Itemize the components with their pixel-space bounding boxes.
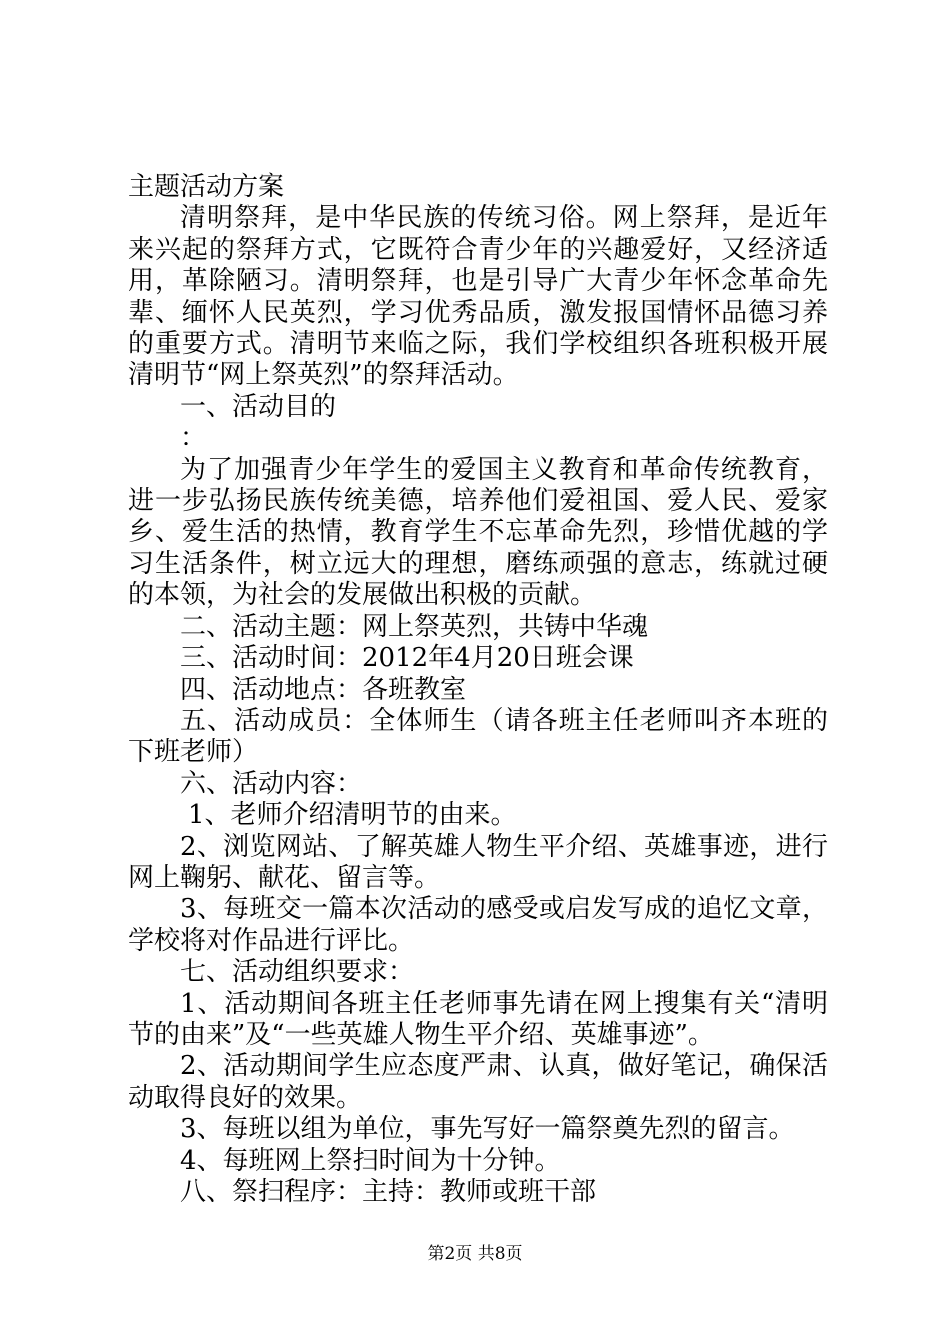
requirement-item-4: 4、每班网上祭扫时间为十分钟。 bbox=[180, 1145, 561, 1176]
document-body bbox=[128, 172, 828, 1208]
section6-heading: 六、活动内容： bbox=[180, 768, 363, 799]
section7-heading: 七、活动组织要求： bbox=[180, 957, 415, 988]
section4-location: 四、活动地点：各班教室 bbox=[180, 674, 467, 705]
intro-paragraph: 清明祭拜，是中华民族的传统习俗。网上祭拜，是近年来兴起的祭拜方式，它既符合青少年的兴趣爱好，又经济适用，革除陋习。清明祭拜，也是引导广大青少年怀念革命先辈、缅怀人民英烈，学习优秀品质，激发报国情怀品德习养的重要方式。清明节来临之际，我们学校组织各班积极开展清明节“网上祭英烈”的祭拜活动。 bbox=[128, 203, 828, 391]
document-title: 主题活动方案 bbox=[128, 172, 285, 202]
content-item-1: 1、老师介绍清明节的由来。 bbox=[188, 800, 517, 831]
content-item-2: 2、浏览网站、了解英雄人物生平介绍、英雄事迹，进行网上鞠躬、献花、留言等。 bbox=[128, 831, 828, 893]
page-number-footer: 第2页 共8页 bbox=[427, 1244, 523, 1264]
section3-time: 三、活动时间：2012年4月20日班会课 bbox=[180, 643, 634, 674]
requirement-item-2: 2、活动期间学生应态度严肃、认真，做好笔记，确保活动取得良好的效果。 bbox=[128, 1051, 828, 1113]
section8-procedure: 八、祭扫程序：主持：教师或班干部 bbox=[180, 1177, 597, 1207]
content-item-3: 3、每班交一篇本次活动的感受或启发写成的追忆文章，学校将对作品进行评比。 bbox=[128, 894, 828, 956]
section5-members: 五、活动成员：全体师生（请各班主任老师叫齐本班的下班老师） bbox=[128, 705, 828, 768]
section1-colon: ： bbox=[180, 423, 207, 454]
section2-theme: 二、活动主题：网上祭英烈，共铸中华魂 bbox=[180, 611, 649, 642]
section1-body: 为了加强青少年学生的爱国主义教育和革命传统教育，进一步弘扬民族传统美德，培养他们爱祖国、爱人民、爱家乡、爱生活的热情，教育学生不忘革命先烈，珍惜优越的学习生活条件，树立远大的理想，磨练顽强的意志，练就过硬的本领，为社会的发展做出积极的贡献。 bbox=[128, 454, 828, 611]
section1-heading: 一、活动目的 bbox=[180, 391, 337, 422]
requirement-item-3: 3、每班以组为单位，事先写好一篇祭奠先烈的留言。 bbox=[180, 1114, 795, 1145]
requirement-item-1: 1、活动期间各班主任老师事先请在网上搜集有关“清明节的由来”及“一些英雄人物生平介绍、英雄事迹”。 bbox=[128, 988, 828, 1050]
